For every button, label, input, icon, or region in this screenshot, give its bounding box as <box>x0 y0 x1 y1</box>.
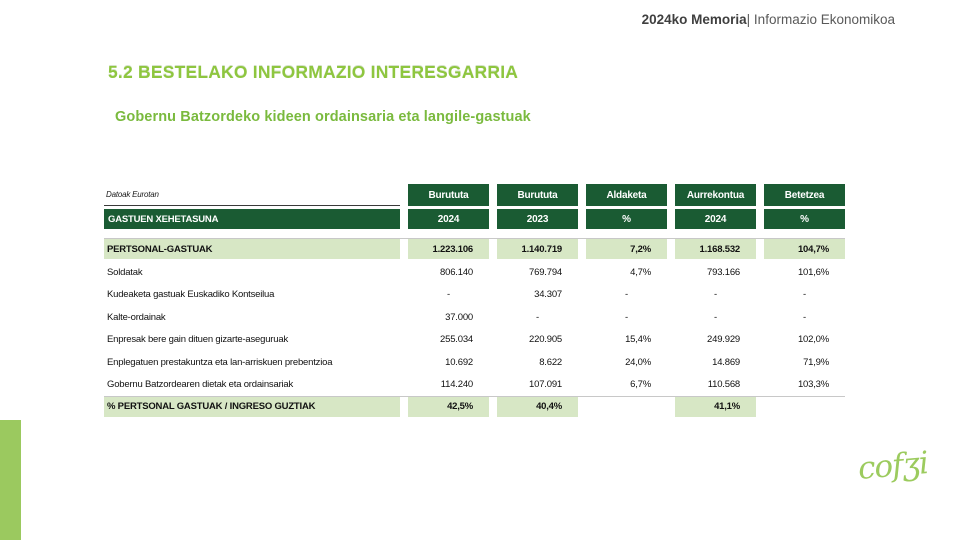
cell-value: 104,7% <box>764 239 845 259</box>
col-subheader-budget-2024: 2024 <box>675 209 756 229</box>
row-label: Soldatak <box>107 267 143 279</box>
cell-value: - <box>447 289 450 301</box>
col-header-burututa-2024: Burututa <box>408 184 489 206</box>
cell-value: 71,9% <box>803 356 829 368</box>
row-label: Enplegatuen prestakuntza eta lan-arriskuen prebentzioa <box>107 356 333 368</box>
cell-value: 14.869 <box>712 356 740 368</box>
cell-value: - <box>625 289 628 301</box>
table-row-soldatak <box>104 261 845 283</box>
cell-value: 37.000 <box>445 311 473 323</box>
cell-value: 41,1% <box>675 397 756 417</box>
cell-value: - <box>714 289 717 301</box>
section-title: 5.2 BESTELAKO INFORMAZIO INTERESGARRIA <box>108 62 519 82</box>
cell-value: 1.223.106 <box>408 239 489 259</box>
cell-value: 769.794 <box>529 267 562 279</box>
row-label: % PERTSONAL GASTUAK / INGRESO GUZTIAK <box>104 397 400 417</box>
cell-value: 114.240 <box>440 379 473 391</box>
cell-value: 4,7% <box>630 267 651 279</box>
cell-value: 107.091 <box>529 379 562 391</box>
cell-value: - <box>803 311 806 323</box>
brand-logo: cofʒi <box>856 445 930 487</box>
table-row-kalte-ordainak <box>104 306 845 328</box>
table-row-prestakuntza <box>104 351 845 373</box>
cell-value: 15,4% <box>625 334 651 346</box>
col-header-aldaketa: Aldaketa <box>586 184 667 206</box>
cell-value: - <box>803 289 806 301</box>
cell-value: 1.168.532 <box>675 239 756 259</box>
cell-value: 806.140 <box>440 267 473 279</box>
page-header <box>642 12 895 27</box>
cell-value: - <box>714 311 717 323</box>
col-subheader-pct-change: % <box>586 209 667 229</box>
cell-value: 1.140.719 <box>497 239 578 259</box>
left-accent-bar <box>0 420 21 540</box>
cell-value <box>764 397 845 417</box>
cell-value: 10.692 <box>445 356 473 368</box>
cell-value <box>586 397 667 417</box>
col-subheader-2024: 2024 <box>408 209 489 229</box>
slide-subtitle: Gobernu Batzordeko kideen ordainsaria eta langile-gastuak <box>115 109 531 125</box>
cell-value: 103,3% <box>797 379 829 391</box>
row-label: Kalte-ordainak <box>107 311 166 323</box>
cell-value: 8.622 <box>539 356 562 368</box>
cell-value: 793.166 <box>707 267 740 279</box>
page-header-section: | Informazio Ekonomikoa <box>746 12 895 27</box>
col-subheader-2023: 2023 <box>497 209 578 229</box>
cell-value: 102,0% <box>797 334 829 346</box>
table-row-kudeaketa <box>104 284 845 306</box>
expenses-table <box>104 184 845 419</box>
table-units-note: Datoak Eurotan <box>104 184 400 206</box>
col-header-aurrekontua: Aurrekontua <box>675 184 756 206</box>
page-header-report: 2024ko Memoria <box>641 12 747 27</box>
table-row-pertsonal-gastuak <box>104 238 845 259</box>
row-label: Gobernu Batzordearen dietak eta ordainsariak <box>107 379 294 391</box>
col-subheader-pct-fulfil: % <box>764 209 845 229</box>
cell-value: 34.307 <box>534 289 562 301</box>
table-header-row-1 <box>104 184 845 206</box>
row-label: Enpresak bere gain dituen gizarte-aseguruak <box>107 334 288 346</box>
table-row-pct-ingreso <box>104 396 845 417</box>
cell-value: - <box>625 311 628 323</box>
cell-value: 7,2% <box>586 239 667 259</box>
row-header-title: GASTUEN XEHETASUNA <box>104 209 400 229</box>
cell-value: 24,0% <box>625 356 651 368</box>
cell-value: 255.034 <box>440 334 473 346</box>
col-header-betetzea: Betetzea <box>764 184 845 206</box>
cell-value: 249.929 <box>707 334 740 346</box>
table-header-row-2 <box>104 209 845 229</box>
table-row-dietak <box>104 373 845 395</box>
table-row-gizarte-aseguruak <box>104 329 845 351</box>
cell-value: 42,5% <box>408 397 489 417</box>
cell-value: 110.568 <box>707 379 740 391</box>
cell-value: 220.905 <box>529 334 562 346</box>
row-label: Kudeaketa gastuak Euskadiko Kontseilua <box>107 289 275 301</box>
cell-value: 40,4% <box>497 397 578 417</box>
cell-value: - <box>536 311 539 323</box>
row-label: PERTSONAL-GASTUAK <box>104 239 400 259</box>
cell-value: 6,7% <box>630 379 651 391</box>
cell-value: 101,6% <box>797 267 829 279</box>
col-header-burututa-2023: Burututa <box>497 184 578 206</box>
